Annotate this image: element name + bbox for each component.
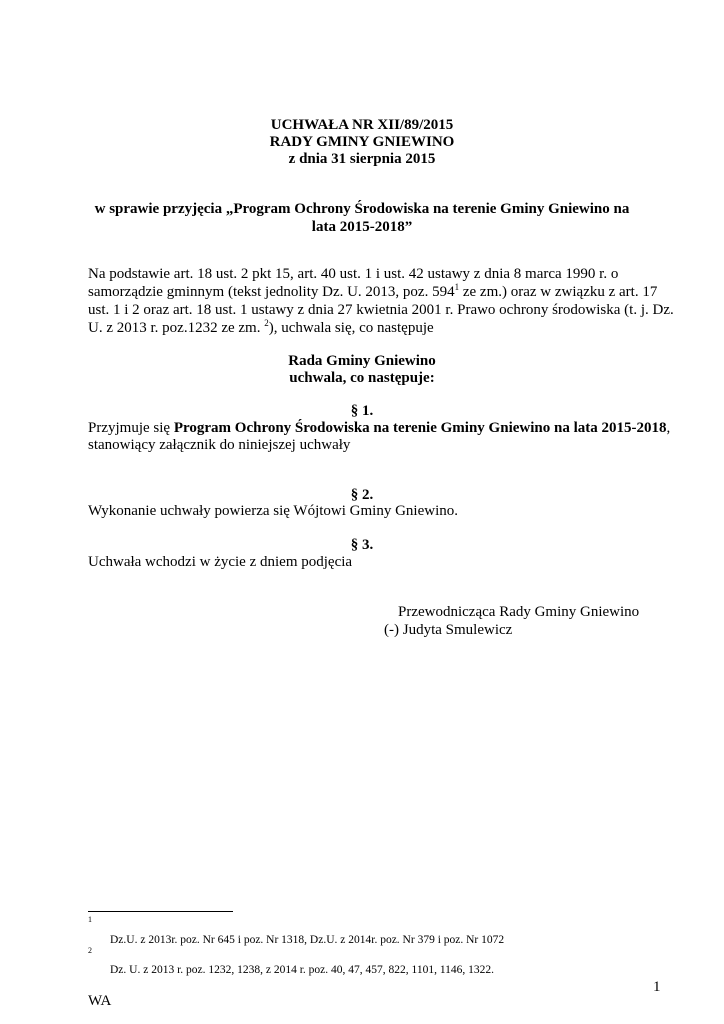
- section-2-title: § 2.: [350, 487, 374, 503]
- section-3-text: Uchwała wchodzi w życie z dniem podjęcia: [88, 554, 353, 570]
- preamble: [88, 265, 674, 337]
- preamble-line: Na podstawie art. 18 ust. 2 pkt 15, art. 40 ust. 1 i ust. 42 ustawy z dnia 8 marca 1990 r. o: [88, 266, 619, 282]
- section-1-title: § 1.: [350, 403, 374, 419]
- preamble-text: samorządzie gminnym (tekst jednolity Dz. U. 2013, poz. 594: [88, 284, 455, 300]
- preamble-line: ust. 1 i 2 oraz art. 18 ust. 1 ustawy z dnia 27 kwietnia 2001 r. Prawo ochrony środowiska (t. j. Dz.: [88, 302, 674, 318]
- council-resolves: uchwala, co następuje:: [289, 370, 435, 386]
- preamble-text: ), uchwala się, co następuje: [268, 320, 434, 336]
- section-1-text: [88, 419, 671, 437]
- section-3-title: § 3.: [350, 537, 374, 553]
- section-2-text: Wykonanie uchwały powierza się Wójtowi Gminy Gniewino.: [88, 503, 458, 519]
- section-1-punct: ,: [666, 420, 671, 436]
- footnote-divider: [88, 911, 233, 912]
- section-1-text-line2: stanowiący załącznik do niniejszej uchwały: [88, 437, 351, 453]
- preamble-line: [88, 319, 636, 337]
- signatory-name: (-) Judyta Smulewicz: [384, 622, 513, 638]
- council-name: RADY GMINY GNIEWINO: [269, 134, 455, 150]
- resolution-date: z dnia 31 sierpnia 2015: [288, 151, 436, 167]
- page-number: 1: [653, 979, 661, 995]
- preamble-text: ze zm.) oraz w związku z art. 17: [459, 284, 658, 300]
- footnote-text: Dz.U. z 2013r. poz. Nr 645 i poz. Nr 1318, Dz.U. z 2014r. poz. Nr 379 i poz. Nr 1072: [110, 934, 505, 946]
- author-initials: WA: [88, 993, 112, 1009]
- signatory-role: Przewodnicząca Rady Gminy Gniewino: [398, 604, 640, 620]
- council-heading: Rada Gminy Gniewino: [288, 353, 436, 369]
- program-title: Program Ochrony Środowiska na terenie Gminy Gniewino na lata 2015-2018: [173, 420, 667, 436]
- footnote-ref: 1: [454, 282, 460, 292]
- resolution-number: UCHWAŁA NR XII/89/2015: [270, 117, 454, 133]
- preamble-text: U. z 2013 r. poz.1232 ze zm.: [88, 320, 265, 336]
- section-1-lead: Przyjmuje się: [88, 420, 174, 436]
- footnote-number: 2: [88, 946, 92, 955]
- resolution-subject: w sprawie przyjęcia „Program Ochrony Środowiska na terenie Gminy Gniewino na lata 2015-2018”: [94, 201, 630, 235]
- preamble-line: [88, 282, 658, 301]
- footnote-text: Dz. U. z 2013 r. poz. 1232, 1238, z 2014 r. poz. 40, 47, 457, 822, 1101, 1146, 1322.: [110, 964, 495, 976]
- footnote-ref: 2: [264, 318, 269, 328]
- footnote-number: 1: [88, 915, 92, 924]
